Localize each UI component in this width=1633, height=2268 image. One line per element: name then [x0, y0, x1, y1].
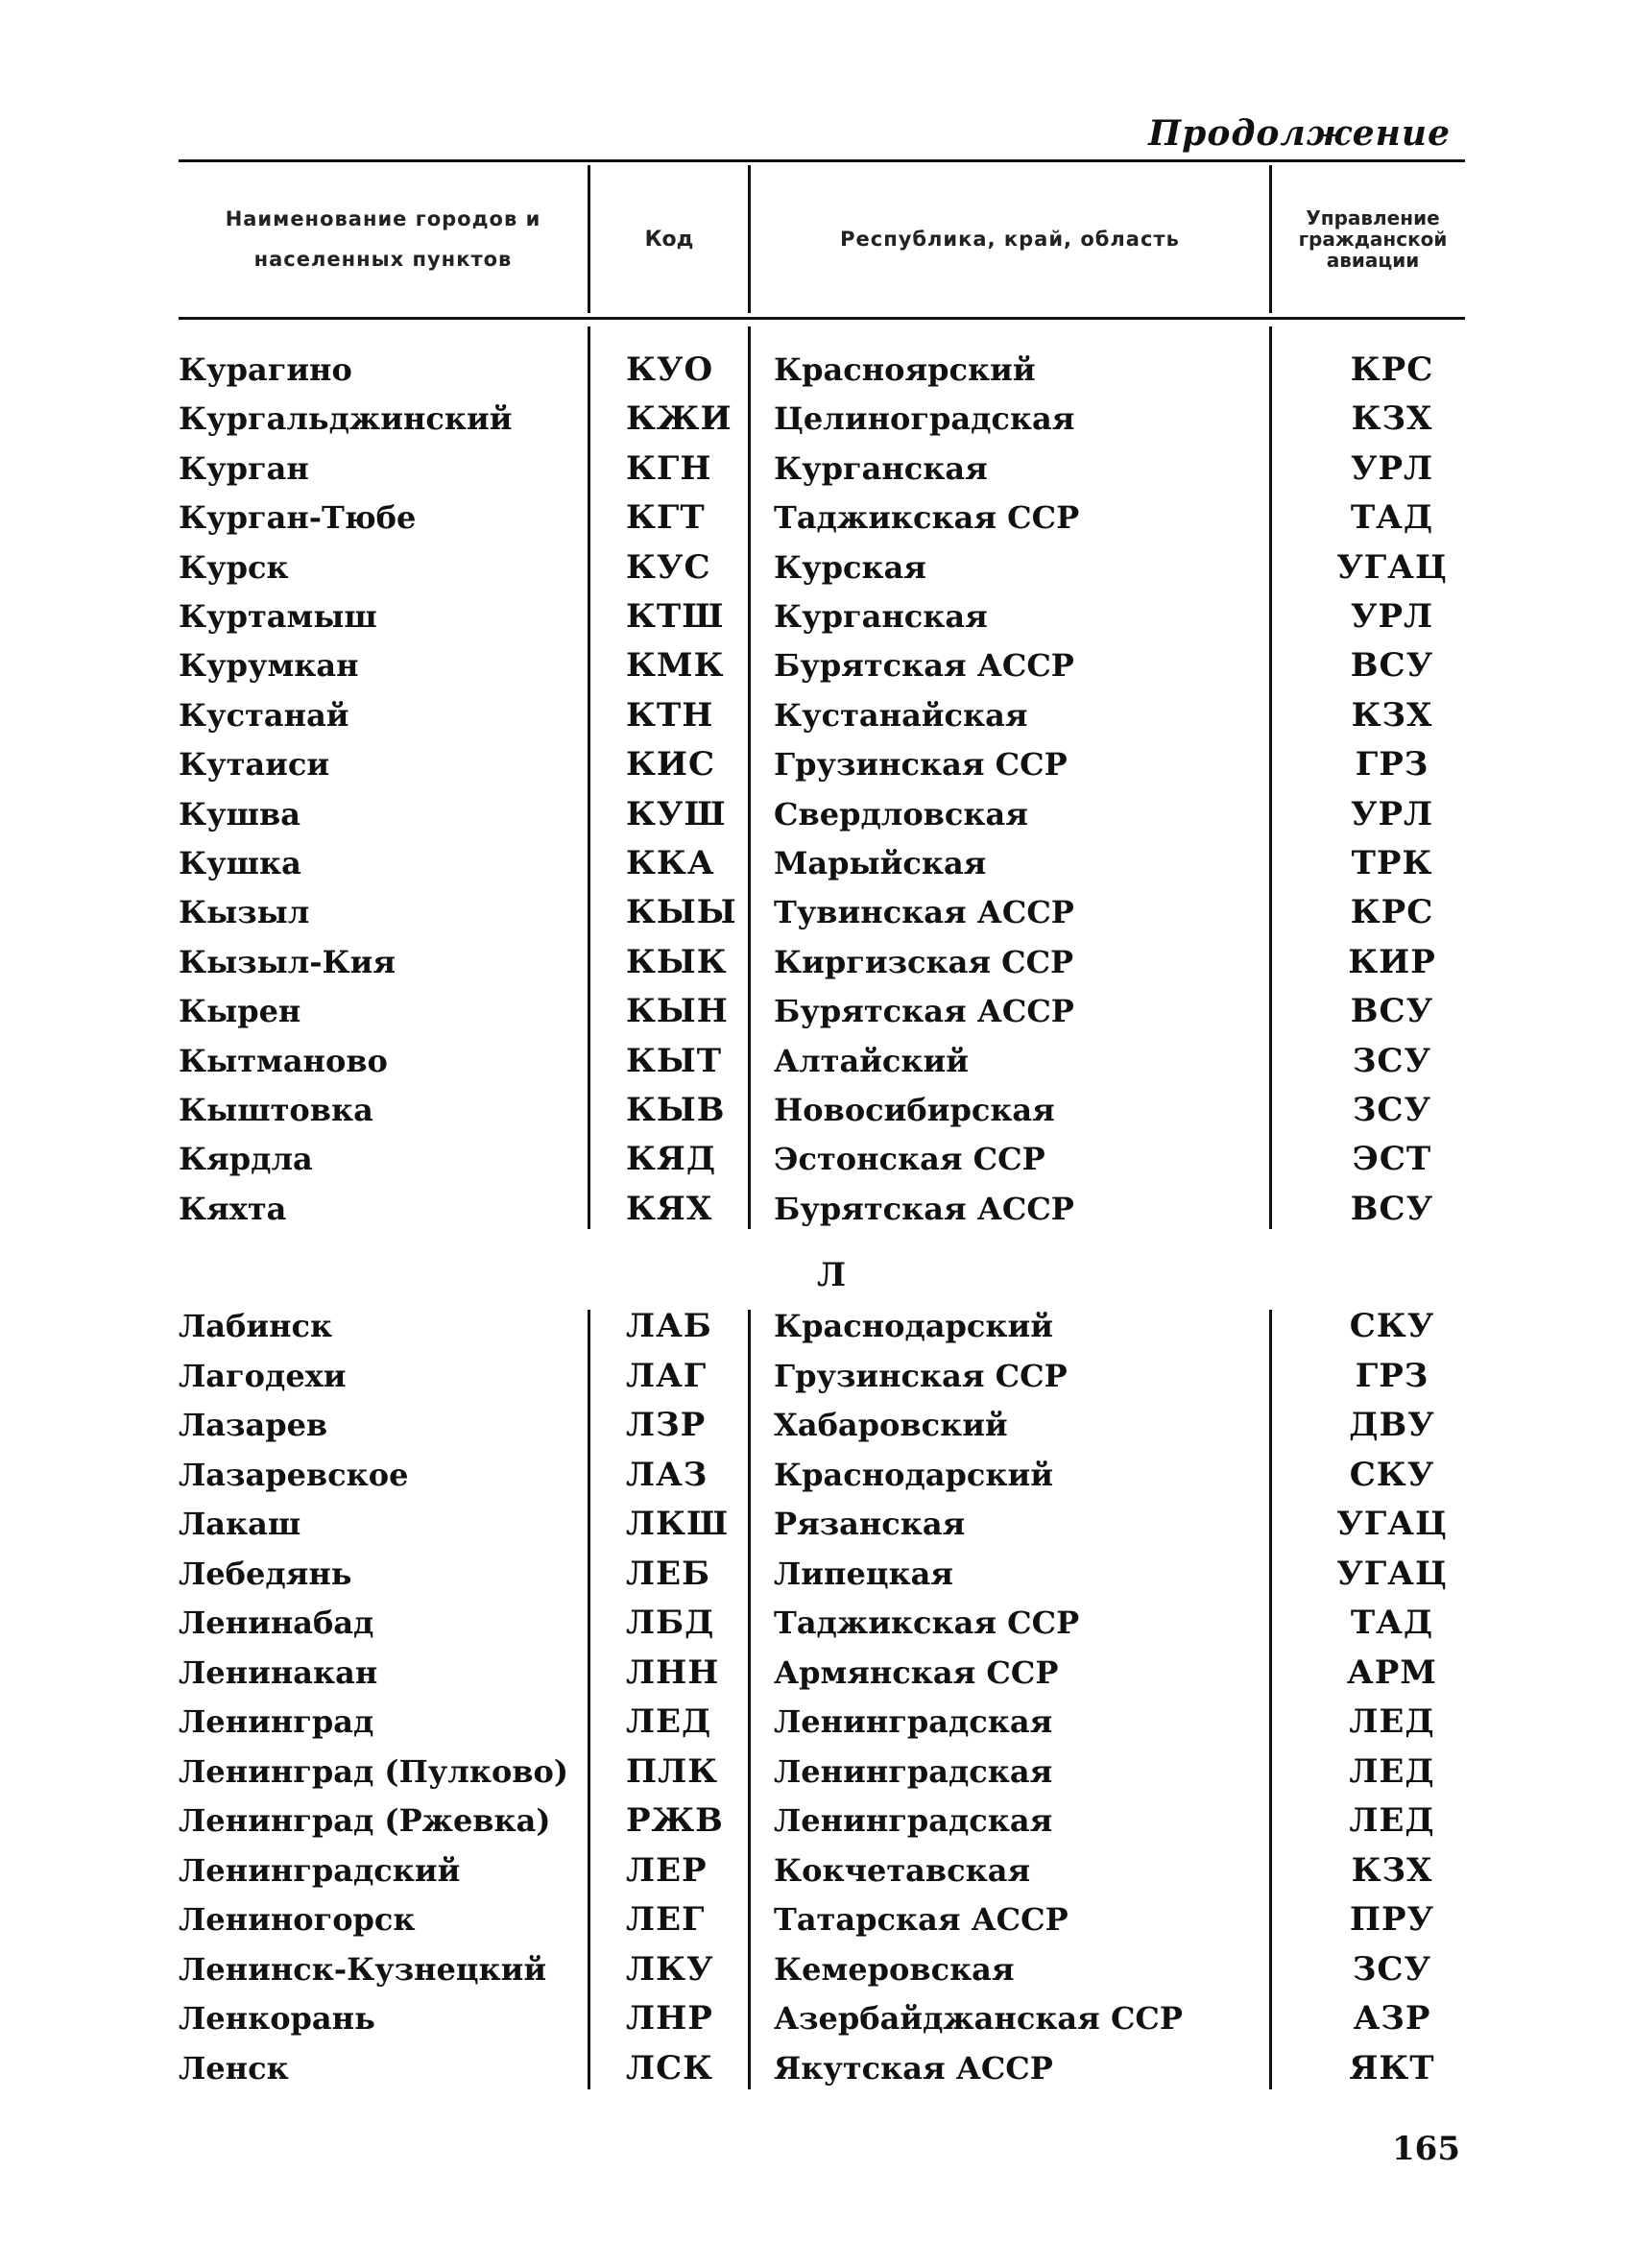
region-name: Таджикская ССР: [774, 499, 1080, 537]
table-row: [0, 1037, 1633, 1086]
region-name: Курганская: [774, 598, 988, 635]
aviation-authority: ЛЕД: [1349, 1801, 1435, 1840]
aviation-authority: ГРЗ: [1355, 1356, 1429, 1395]
table-row: [0, 1135, 1633, 1184]
table-row: [0, 790, 1633, 839]
city-code: ЛАГ: [626, 1356, 708, 1395]
city-code: ЛЗР: [626, 1406, 707, 1444]
aviation-authority: КЗХ: [1351, 399, 1433, 439]
header-region-label: Республика, край, область: [840, 228, 1180, 251]
region-name: Армянская ССР: [774, 1653, 1059, 1691]
aviation-authority: УРЛ: [1350, 597, 1434, 636]
table-row: [0, 1797, 1633, 1846]
city-code: ЛНР: [626, 1999, 713, 2038]
region-name: Краснодарский: [774, 1308, 1053, 1344]
table-row: [0, 592, 1633, 641]
city-name: Кырен: [179, 993, 301, 1030]
region-name: Липецкая: [774, 1555, 953, 1592]
table-row: [0, 1401, 1633, 1450]
city-code: ЛЕД: [626, 1702, 712, 1741]
table-row: [0, 1302, 1633, 1351]
aviation-authority: УГАЦ: [1336, 1505, 1448, 1543]
aviation-authority: КРС: [1350, 893, 1434, 932]
city-name: Кытманово: [179, 1042, 388, 1079]
region-name: Курская: [774, 548, 926, 586]
aviation-authority: ЗСУ: [1352, 1091, 1432, 1129]
table-row: [0, 1352, 1633, 1401]
aviation-authority: КЗХ: [1351, 1850, 1433, 1890]
aviation-authority: СКУ: [1349, 1307, 1435, 1345]
city-name: Кыштовка: [179, 1092, 373, 1128]
region-name: Краснодарский: [774, 1456, 1053, 1493]
aviation-authority: ДВУ: [1349, 1406, 1435, 1444]
table-row: [0, 2044, 1633, 2093]
table-row: [0, 740, 1633, 789]
header-authority-line1: Управление: [1306, 206, 1440, 229]
city-code: КГН: [626, 448, 712, 488]
aviation-authority: УРЛ: [1350, 448, 1434, 488]
city-code: РЖВ: [626, 1801, 724, 1840]
city-code: ЛСК: [626, 2048, 714, 2087]
table-row: [0, 445, 1633, 494]
header-authority-line3: авиации: [1326, 249, 1420, 272]
region-name: Рязанская: [774, 1506, 966, 1542]
city-name: Кургальджинский: [179, 400, 513, 438]
table-row: [0, 888, 1633, 937]
city-code: КУШ: [626, 794, 727, 833]
city-code: ЛКУ: [626, 1949, 714, 1989]
aviation-authority: КЗХ: [1351, 695, 1433, 735]
table-row: [0, 395, 1633, 444]
table-row: [0, 543, 1633, 592]
aviation-authority: ЛЕД: [1349, 1702, 1435, 1741]
aviation-authority: ВСУ: [1350, 646, 1434, 686]
aviation-authority: ПРУ: [1349, 1900, 1435, 1939]
aviation-authority: ТАД: [1350, 1604, 1434, 1642]
header-code-label: Код: [644, 227, 694, 252]
region-name: Кемеровская: [774, 1950, 1015, 1988]
aviation-authority: АЗР: [1353, 1999, 1431, 2038]
city-code: ЛЕГ: [626, 1900, 706, 1939]
header-bottom-rule: [179, 317, 1465, 320]
city-code: КГТ: [626, 498, 706, 538]
aviation-authority: ГРЗ: [1355, 745, 1429, 784]
aviation-authority: ЛЕД: [1349, 1751, 1435, 1791]
city-code: ЛНН: [626, 1653, 720, 1692]
city-code: ЛАЗ: [626, 1455, 708, 1494]
table-row: [0, 987, 1633, 1036]
city-name: Кярдла: [179, 1141, 313, 1178]
aviation-authority: ВСУ: [1350, 1189, 1434, 1228]
city-name: Кызыл-Кия: [179, 943, 396, 980]
city-code: КЖИ: [626, 399, 732, 439]
table-row: [0, 1895, 1633, 1944]
table-row: [0, 1748, 1633, 1797]
table-row: [0, 1846, 1633, 1895]
city-name: Ленинакан: [179, 1653, 378, 1691]
aviation-authority: КИР: [1348, 942, 1436, 981]
city-code: КМК: [626, 646, 725, 686]
city-name: Лакаш: [179, 1506, 301, 1542]
aviation-authority: ЗСУ: [1352, 1949, 1432, 1989]
city-name: Ленинградский: [179, 1851, 461, 1889]
region-name: Новосибирская: [774, 1092, 1055, 1128]
aviation-authority: ЗСУ: [1352, 1041, 1432, 1080]
city-name: Ленинград (Пулково): [179, 1752, 568, 1790]
aviation-authority: ТАД: [1350, 498, 1434, 538]
city-code: КЫТ: [626, 1041, 723, 1080]
region-name: Тувинская АССР: [774, 894, 1074, 931]
region-name: Ленинградская: [774, 1752, 1053, 1790]
header-authority-line2: гражданской: [1298, 228, 1448, 251]
city-name: Лазаревское: [179, 1456, 409, 1493]
city-code: КЫВ: [626, 1091, 726, 1129]
table-row: [0, 938, 1633, 987]
city-name: Ленинск-Кузнецкий: [179, 1950, 547, 1988]
region-name: Курганская: [774, 449, 988, 487]
header-name-line2: населенных пунктов: [253, 248, 513, 271]
city-name: Курумкан: [179, 647, 359, 685]
aviation-authority: СКУ: [1349, 1455, 1435, 1494]
city-code: КИС: [626, 745, 716, 784]
city-name: Ленск: [179, 2049, 289, 2087]
region-name: Азербайджанская ССР: [774, 2000, 1183, 2037]
city-name: Кутаиси: [179, 746, 330, 784]
header-name-line1: Наименование городов и: [225, 207, 541, 230]
city-code: КЫН: [626, 992, 729, 1031]
city-name: Лабинск: [179, 1308, 333, 1344]
section-letter: Л: [816, 1256, 847, 1294]
region-name: Бурятская АССР: [774, 647, 1074, 685]
table-row: [0, 1451, 1633, 1500]
region-name: Грузинская ССР: [774, 1357, 1068, 1394]
city-code: ЛКШ: [626, 1505, 730, 1543]
city-name: Лагодехи: [179, 1357, 347, 1394]
city-name: Курган-Тюбе: [179, 499, 417, 537]
aviation-authority: АРМ: [1347, 1653, 1437, 1692]
region-name: Кокчетавская: [774, 1851, 1031, 1889]
table-row: [0, 691, 1633, 740]
table-row: [0, 494, 1633, 543]
aviation-authority: ЯКТ: [1349, 2048, 1435, 2087]
city-code: ЛБД: [626, 1604, 715, 1642]
table-row: [0, 1550, 1633, 1599]
city-name: Ленинград (Ржевка): [179, 1802, 551, 1839]
region-name: Киргизская ССР: [774, 943, 1074, 980]
city-code: КТШ: [626, 597, 725, 636]
aviation-authority: ЭСТ: [1352, 1140, 1432, 1179]
city-name: Кызыл: [179, 894, 310, 931]
table-row: [0, 839, 1633, 888]
city-name: Курган: [179, 449, 309, 487]
table-row: [0, 1994, 1633, 2043]
city-code: ЛЕБ: [626, 1554, 711, 1593]
aviation-authority: УРЛ: [1350, 794, 1434, 833]
city-code: ЛАБ: [626, 1307, 712, 1345]
header-code: [590, 165, 748, 313]
region-name: Якутская АССР: [774, 2049, 1053, 2087]
region-name: Кустанайская: [774, 696, 1028, 734]
city-name: Кушва: [179, 795, 300, 832]
aviation-authority: УГАЦ: [1336, 1554, 1448, 1593]
region-name: Марыйская: [774, 845, 987, 881]
region-name: Таджикская ССР: [774, 1604, 1080, 1641]
region-name: Целиноградская: [774, 400, 1075, 438]
city-code: КУС: [626, 547, 711, 587]
header-top-rule: [179, 159, 1465, 162]
region-name: Алтайский: [774, 1042, 969, 1079]
header-name: [179, 165, 588, 313]
city-name: Лебедянь: [179, 1555, 352, 1592]
city-code: КТН: [626, 695, 714, 735]
region-name: Хабаровский: [774, 1407, 1008, 1443]
city-name: Лазарев: [179, 1407, 328, 1443]
table-row: [0, 1649, 1633, 1698]
table-row: [0, 1086, 1633, 1135]
continuation-label: Продолжение: [1148, 113, 1451, 154]
table-row: [0, 1945, 1633, 1994]
city-name: Кустанай: [179, 696, 349, 734]
aviation-authority: ТРК: [1351, 844, 1433, 882]
table-row: [0, 1185, 1633, 1234]
region-name: Бурятская АССР: [774, 1190, 1074, 1227]
region-name: Ленинградская: [774, 1703, 1053, 1740]
region-name: Татарская АССР: [774, 1901, 1069, 1938]
city-code: КУО: [626, 350, 714, 389]
city-code: ПЛК: [626, 1751, 719, 1791]
region-name: Бурятская АССР: [774, 993, 1074, 1030]
aviation-authority: КРС: [1350, 350, 1434, 389]
region-name: Эстонская ССР: [774, 1141, 1045, 1178]
table-row: [0, 1698, 1633, 1747]
city-code: ЛЕР: [626, 1850, 708, 1890]
table-row: [0, 641, 1633, 690]
city-code: КЯД: [626, 1140, 717, 1179]
table-row: [0, 1599, 1633, 1648]
city-code: КЫЫ: [626, 893, 737, 932]
city-name: Курагино: [179, 351, 352, 388]
city-name: Кяхта: [179, 1190, 287, 1227]
city-code: КЯХ: [626, 1189, 713, 1228]
city-name: Ленкорань: [179, 2000, 375, 2037]
page-number: 165: [1392, 2130, 1460, 2168]
city-name: Ленинград: [179, 1703, 374, 1740]
region-name: Красноярский: [774, 351, 1036, 388]
city-name: Кушка: [179, 845, 301, 881]
header-region: [751, 165, 1269, 313]
aviation-authority: УГАЦ: [1336, 547, 1448, 587]
city-name: Курск: [179, 548, 289, 586]
city-code: КЫК: [626, 942, 728, 981]
region-name: Грузинская ССР: [774, 746, 1068, 784]
region-name: Ленинградская: [774, 1802, 1053, 1839]
city-code: ККА: [626, 844, 715, 882]
city-name: Ленинабад: [179, 1604, 374, 1641]
region-name: Свердловская: [774, 795, 1028, 832]
table-row: [0, 346, 1633, 395]
table-row: [0, 1500, 1633, 1549]
header-authority: [1272, 165, 1474, 313]
city-name: Куртамыш: [179, 598, 377, 635]
city-name: Лениногорск: [179, 1901, 416, 1938]
aviation-authority: ВСУ: [1350, 992, 1434, 1031]
